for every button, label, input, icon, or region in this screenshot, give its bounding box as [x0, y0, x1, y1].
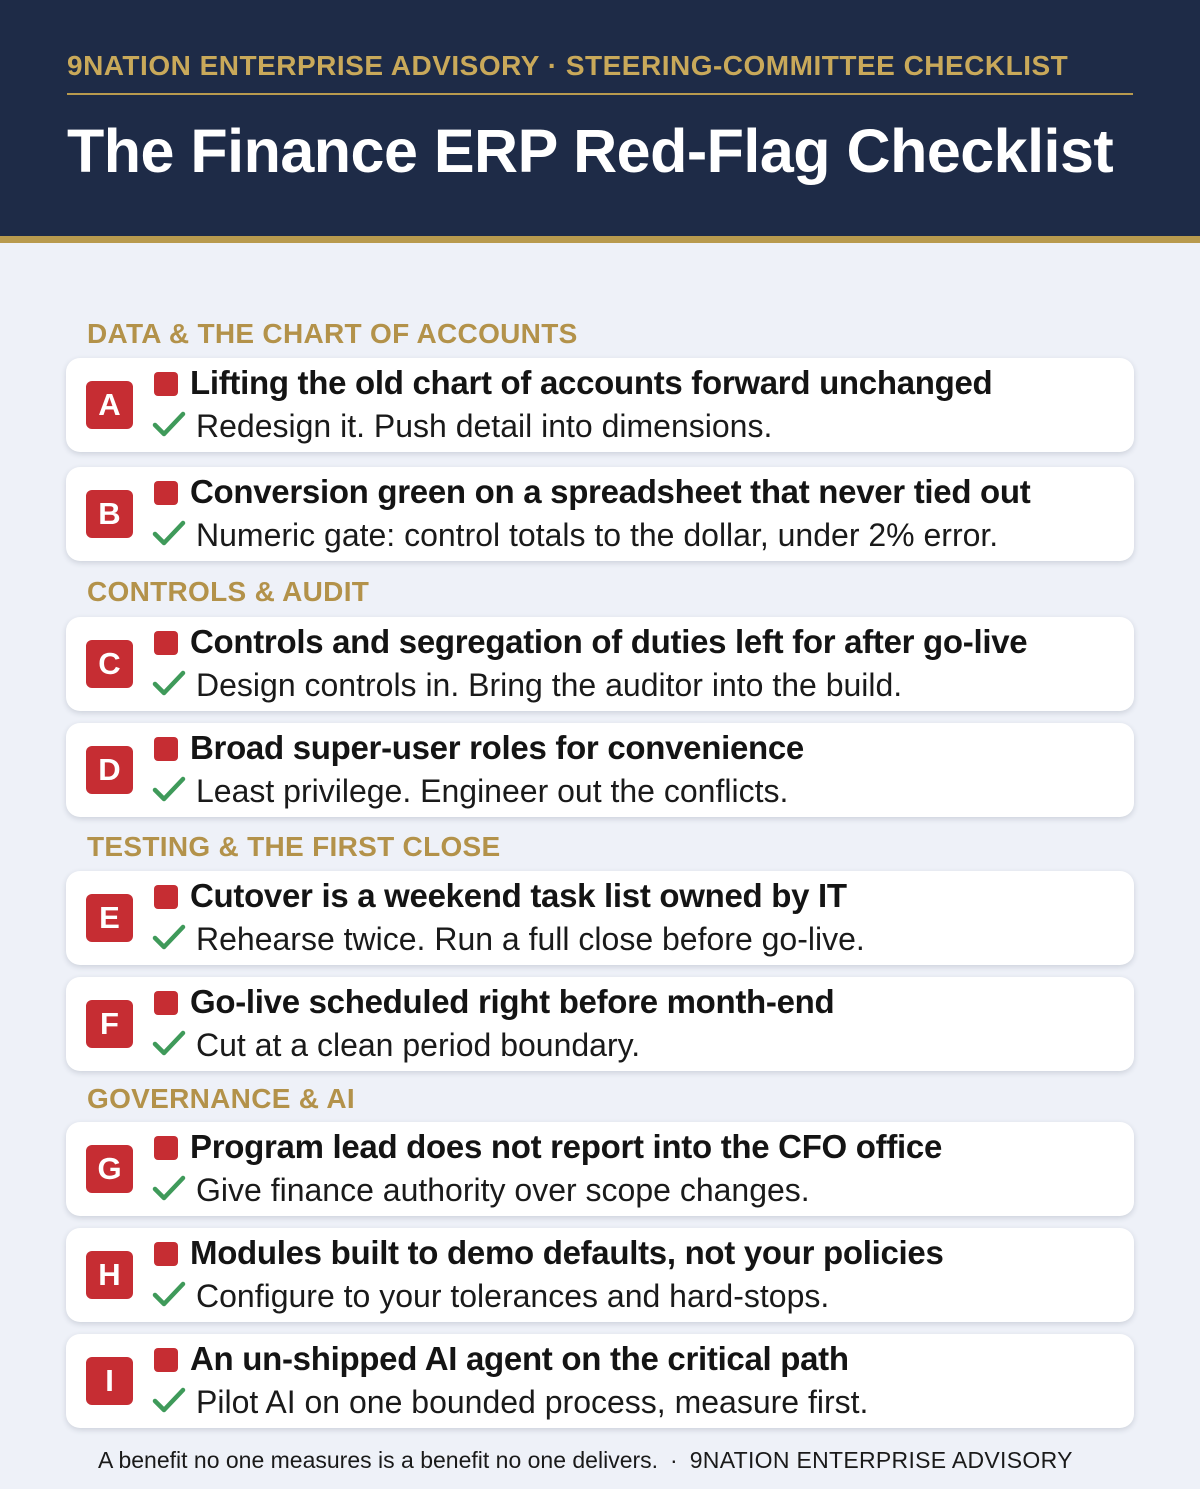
checkmark-icon [152, 668, 186, 698]
red-flag-text: Lifting the old chart of accounts forward unchanged [190, 364, 993, 401]
red-flag-icon [154, 1348, 178, 1372]
footer-quote: A benefit no one measures is a benefit no one delivers. [98, 1447, 659, 1473]
checkmark-icon [152, 1279, 186, 1309]
item-letter-badge: B [86, 490, 133, 538]
item-letter-badge: C [86, 640, 133, 688]
fix-text: Configure to your tolerances and hard-stops. [196, 1278, 830, 1314]
item-letter-badge: H [86, 1251, 133, 1299]
red-flag-text: Go-live scheduled right before month-end [190, 983, 835, 1020]
checklist-item-b [66, 467, 1134, 561]
checklist-item-g [66, 1122, 1134, 1216]
red-flag-icon [154, 885, 178, 909]
footer-brand: 9NATION ENTERPRISE ADVISORY [689, 1447, 1073, 1473]
checkmark-icon [152, 1028, 186, 1058]
fix-text: Cut at a clean period boundary. [196, 1027, 641, 1063]
checklist-item-h [66, 1228, 1134, 1322]
red-flag-text: An un-shipped AI agent on the critical path [190, 1340, 849, 1377]
checkmark-icon [152, 1173, 186, 1203]
red-flag-icon [154, 1242, 178, 1266]
fix-text: Least privilege. Engineer out the conflicts. [196, 773, 789, 809]
item-letter-badge: G [86, 1145, 133, 1193]
fix-text: Pilot AI on one bounded process, measure first. [196, 1384, 869, 1420]
red-flag-text: Program lead does not report into the CFO office [190, 1128, 942, 1165]
red-flag-text: Cutover is a weekend task list owned by IT [190, 877, 847, 914]
header-gold-rule [0, 236, 1200, 243]
checkmark-icon [152, 409, 186, 439]
checklist-item-c [66, 617, 1134, 711]
section-title-data: DATA & THE CHART OF ACCOUNTS [87, 318, 578, 349]
item-letter-badge: D [86, 746, 133, 794]
fix-text: Rehearse twice. Run a full close before go-live. [196, 921, 865, 957]
red-flag-text: Modules built to demo defaults, not your policies [190, 1234, 944, 1271]
item-letter-badge: F [86, 1000, 133, 1048]
page-title: The Finance ERP Red-Flag Checklist [67, 117, 1114, 185]
red-flag-icon [154, 737, 178, 761]
red-flag-text: Broad super-user roles for convenience [190, 729, 804, 766]
checkmark-icon [152, 518, 186, 548]
item-letter-badge: I [86, 1357, 133, 1405]
red-flag-icon [154, 1136, 178, 1160]
footer-separator: · [670, 1447, 678, 1473]
red-flag-icon [154, 372, 178, 396]
checkmark-icon [152, 1385, 186, 1415]
item-letter-badge: A [86, 381, 133, 429]
fix-text: Give finance authority over scope changes. [196, 1172, 810, 1208]
checkmark-icon [152, 922, 186, 952]
section-title-testing: TESTING & THE FIRST CLOSE [87, 831, 501, 862]
section-title-controls: CONTROLS & AUDIT [87, 576, 370, 607]
section-title-governance: GOVERNANCE & AI [87, 1083, 355, 1114]
fix-text: Numeric gate: control totals to the dollar, under 2% error. [196, 517, 999, 553]
item-letter-badge: E [86, 894, 133, 942]
checklist-item-e [66, 871, 1134, 965]
red-flag-text: Controls and segregation of duties left for after go-live [190, 623, 1028, 660]
checklist-item-a [66, 358, 1134, 452]
checklist-item-d [66, 723, 1134, 817]
fix-text: Redesign it. Push detail into dimensions. [196, 408, 773, 444]
checklist-item-f [66, 977, 1134, 1071]
red-flag-text: Conversion green on a spreadsheet that never tied out [190, 473, 1031, 510]
fix-text: Design controls in. Bring the auditor into the build. [196, 667, 903, 703]
checkmark-icon [152, 774, 186, 804]
checklist-item-i [66, 1334, 1134, 1428]
red-flag-icon [154, 481, 178, 505]
red-flag-icon [154, 991, 178, 1015]
eyebrow-divider [67, 93, 1133, 95]
red-flag-icon [154, 631, 178, 655]
footer [98, 1447, 1138, 1474]
eyebrow-label: 9NATION ENTERPRISE ADVISORY · STEERING-COMMITTEE CHECKLIST [67, 50, 1069, 81]
